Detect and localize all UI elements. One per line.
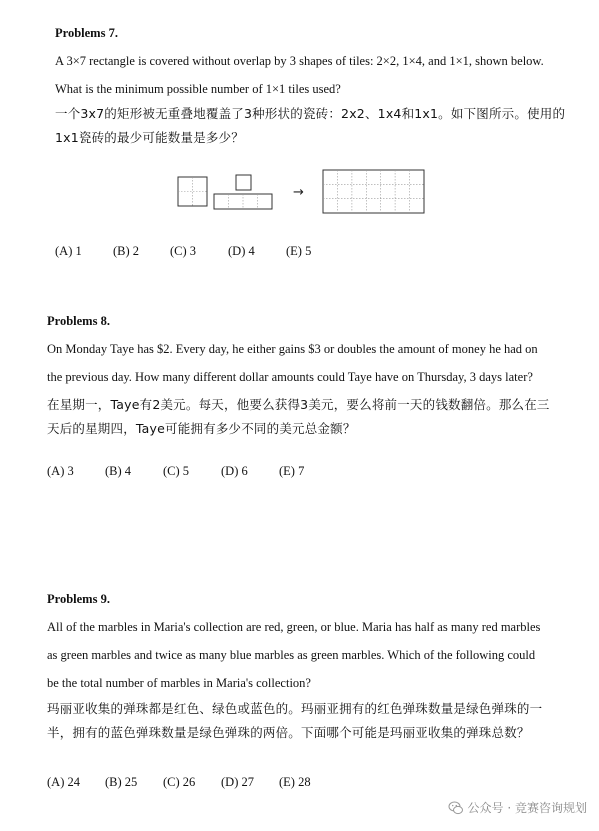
problem-9-zh-text <box>47 697 592 745</box>
problem-8-zh-text <box>47 393 587 441</box>
choice-b[interactable]: (B) 2 <box>113 244 140 258</box>
problem-9-en-line-1: All of the marbles in Maria's collection are red, green, or blue. Maria has half as many red marbles <box>47 620 541 634</box>
tile-1x1 <box>236 175 251 190</box>
choice-d[interactable]: (D) 4 <box>228 244 255 258</box>
problem-8-en-line-1: On Monday Taye has $2. Every day, he either gains $3 or doubles the amount of money he had on <box>47 342 538 356</box>
tile-1x4 <box>214 194 272 209</box>
problem-9-title: Problems 9. <box>47 592 110 606</box>
problem-8-en-text <box>47 335 587 391</box>
problem-8-en-line-2: the previous day. How many different dollar amounts could Taye have on Thursday, 3 days later? <box>47 370 533 384</box>
problem-9-en-line-3: be the total number of marbles in Maria's collection? <box>47 676 311 690</box>
problem-7-en-line-2: What is the minimum possible number of 1×1 tiles used? <box>55 82 341 96</box>
choice-e[interactable]: (E) 5 <box>286 244 312 258</box>
rectangle-3x7 <box>323 170 424 213</box>
problem-9-en-line-2: as green marbles and twice as many blue marbles as green marbles. Which of the following could <box>47 648 536 662</box>
choice-a[interactable]: (A) 1 <box>55 244 82 258</box>
choice-e[interactable]: (E) 7 <box>279 464 305 478</box>
problem-9-zh-line-1: 玛丽亚收集的弹珠都是红色、绿色或蓝色的。玛丽亚拥有的红色弹珠数量是绿色弹珠的一 <box>47 701 543 716</box>
choice-a[interactable]: (A) 24 <box>47 775 80 789</box>
tiles-figure <box>170 165 435 220</box>
tile-2x2 <box>178 177 207 206</box>
problem-9-zh-line-2: 半，拥有的蓝色弹珠数量是绿色弹珠的两倍。下面哪个可能是玛丽亚收集的弹珠总数？ <box>47 725 530 740</box>
choice-b[interactable]: (B) 25 <box>105 775 138 789</box>
choice-d[interactable]: (D) 27 <box>221 775 254 789</box>
problem-7-choices <box>55 244 311 259</box>
problem-8-title: Problems 8. <box>47 314 110 328</box>
problem-7-zh-text <box>55 102 585 150</box>
arrow-icon: → <box>293 185 304 200</box>
choice-c[interactable]: (C) 26 <box>163 775 196 789</box>
problem-9-en-text <box>47 613 592 697</box>
choice-a[interactable]: (A) 3 <box>47 464 74 478</box>
watermark <box>448 799 587 816</box>
problem-7-zh-line-1: 一个3x7的矩形被无重叠地覆盖了3种形状的瓷砖：2x2、1x4和1x1。如下图所示。使用的 <box>55 106 566 121</box>
problem-8-choices <box>47 464 304 479</box>
choice-d[interactable]: (D) 6 <box>221 464 248 478</box>
choice-c[interactable]: (C) 5 <box>163 464 190 478</box>
choice-e[interactable]: (E) 28 <box>279 775 311 789</box>
choice-c[interactable]: (C) 3 <box>170 244 197 258</box>
problem-7-en-text <box>55 47 585 103</box>
problem-7-en-line-1: A 3×7 rectangle is covered without overlap by 3 shapes of tiles: 2×2, 1×4, and 1×1, shown below. <box>55 54 544 68</box>
problem-8-zh-line-2: 天后的星期四，Taye可能拥有多少不同的美元总金额？ <box>47 421 356 436</box>
problem-8-zh-line-1: 在星期一，Taye有2美元。每天，他要么获得3美元，要么将前一天的钱数翻倍。那么在三 <box>47 397 550 412</box>
wechat-icon <box>448 800 464 816</box>
choice-b[interactable]: (B) 4 <box>105 464 132 478</box>
problem-9-choices <box>47 775 311 790</box>
problem-7-zh-line-2: 1x1瓷砖的最少可能数量是多少？ <box>55 130 245 145</box>
watermark-text: 公众号 · 竞赛咨询规划 <box>467 801 587 815</box>
problem-7-title: Problems 7. <box>55 26 118 40</box>
